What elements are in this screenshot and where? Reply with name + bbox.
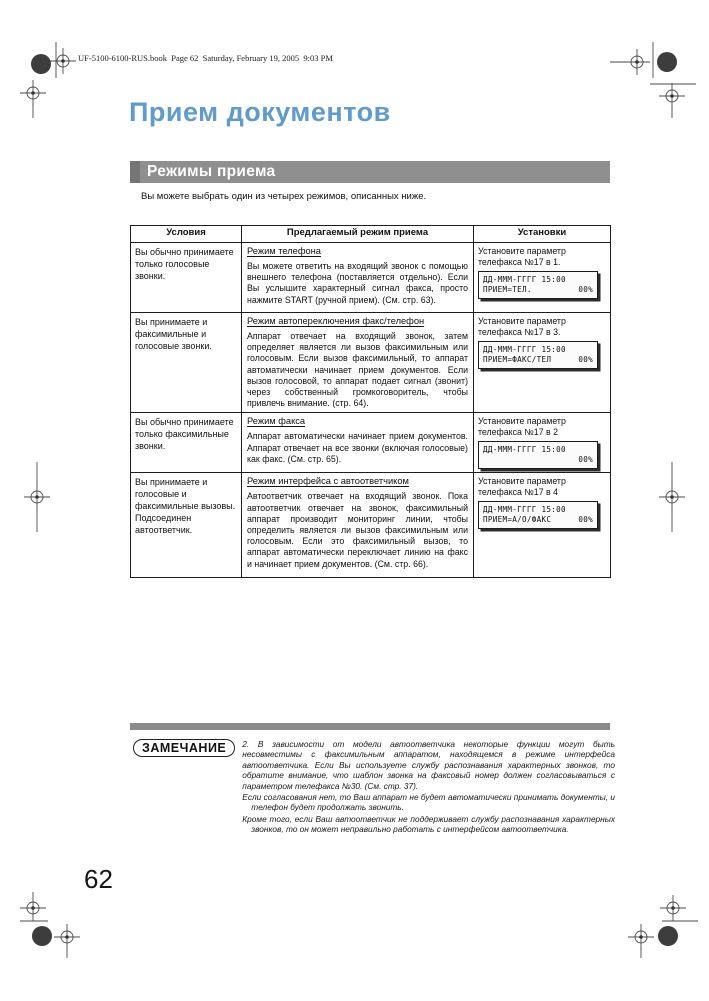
note-label: ЗАМЕЧАНИЕ — [133, 739, 235, 757]
mode-title: Режим телефона — [247, 246, 321, 256]
section-accent-block — [130, 161, 140, 183]
intro-text: Вы можете выбрать один из четырех режимов, описанных ниже. — [141, 191, 427, 202]
halftone-dot — [31, 54, 51, 74]
lcd-line2-right: 00% — [578, 355, 593, 364]
lcd-line2-left: ПРИЕМ=ФАКС/ТЕЛ — [483, 355, 552, 364]
condition-cell: Вы обычно принимаете только факсимильные звонки. — [131, 413, 242, 473]
section-header-bar — [130, 161, 610, 183]
lcd-line1: ДД-МММ-ГГГГ 15:00 — [483, 275, 566, 284]
reception-modes-table — [130, 225, 611, 578]
mode-description: Автоответчик отвечает на входящий звонок. Пока автоответчик отвечает на звонок, факсимильный аппарат производит мониторинг линии, чтобы определить является ли вызов факсимильным или голосовым. Если это факсимильный вызов, то аппарат автоматически переключает линию на факс и начинает прием документов. (См. стр. 66). — [247, 491, 468, 569]
note-paragraph: Если согласования нет, то Ваш аппарат не будет автоматически принимать документы, и телефон будет продолжать звонить. — [242, 792, 615, 813]
lcd-line2-left: ПРИЕМ=ТЕЛ. — [483, 285, 532, 294]
lcd-line2-right: 00% — [578, 455, 593, 465]
lcd-display — [478, 271, 598, 299]
lcd-line1: ДД-МММ-ГГГГ 15:00 — [483, 505, 566, 515]
note-text: В зависимости от модели автоответчика некоторые функции могут быть несовместимы с факсимильным аппаратом, находящемся в режиме интерфейса автоответчика. Если Вы используете службу распознавания характерных звонков, то обратите внимание, что шаблон звонка на факсовый номер должен согласовываться с параметром телефакса №30. (См. стр. 37). — [242, 739, 615, 791]
section-divider-bar — [130, 723, 610, 730]
col-header-conditions: Условия — [131, 226, 242, 243]
lcd-line2-right: 00% — [578, 285, 593, 294]
lcd-display — [478, 441, 598, 469]
table-row-answering-machine-mode — [131, 473, 611, 578]
note-paragraph — [242, 739, 615, 791]
table-row-telephone-mode — [131, 243, 611, 313]
note-section — [133, 739, 615, 836]
table-header-row — [131, 226, 611, 243]
lcd-line2-left: ПРИЕМ=А/О/ФАКС — [483, 515, 552, 525]
table-row-fax-tel-switch-mode — [131, 313, 611, 413]
mode-description: Аппарат автоматически начинает прием документов. Аппарат отвечает на все звонки (включая голосовые) как факс. (См. стр. 65). — [247, 431, 468, 464]
mode-cell — [242, 413, 474, 473]
condition-cell: Вы обычно принимаете только голосовые звонки. — [131, 243, 242, 313]
setting-instruction: Установите параметр телефакса №17 в 3. — [478, 316, 566, 337]
setting-instruction: Установите параметр телефакса №17 в 2 — [478, 416, 566, 438]
settings-cell — [474, 313, 611, 413]
mode-title: Режим факса — [247, 416, 306, 427]
page-number: 62 — [84, 864, 113, 894]
halftone-dot — [657, 52, 677, 72]
section-title: Режимы приема — [147, 163, 276, 180]
lcd-line2-right: 00% — [578, 515, 593, 525]
mode-description: Аппарат отвечает на входящий звонок, затем определяет является ли вызов факсимильным или голосовым. Если вызов факсимильный, то аппарат автоматически начинает прием документов. Если вызов голосовой, то аппарат подает сигнал (звонит) через собственный громкоговоритель, чтобы привлечь внимание. (стр. 64). — [247, 331, 468, 409]
settings-cell — [474, 473, 611, 578]
note-number: 2. — [242, 739, 250, 749]
halftone-dot — [658, 926, 678, 946]
mode-cell — [242, 473, 474, 578]
lcd-display — [478, 501, 598, 529]
mode-title: Режим автопереключения факс/телефон — [247, 316, 425, 326]
table-row-fax-mode — [131, 413, 611, 473]
lcd-line1: ДД-МММ-ГГГГ 15:00 — [483, 445, 566, 455]
page-title: Прием документов — [129, 97, 391, 127]
note-body — [242, 739, 615, 836]
setting-instruction: Установите параметр телефакса №17 в 4 — [478, 476, 566, 498]
note-paragraph: Кроме того, если Ваш автоответчик не поддерживает службу распознавания характерных звонков, то он может неправильно работать с интерфейсом автоответчика. — [242, 813, 615, 835]
condition-cell: Вы принимаете и голосовые и факсимильные вызовы. Подсоединен автоответчик. — [131, 473, 242, 578]
col-header-settings: Установки — [474, 226, 611, 243]
mode-cell — [242, 313, 474, 413]
setting-instruction: Установите параметр телефакса №17 в 1. — [478, 246, 566, 267]
mode-cell — [242, 243, 474, 313]
lcd-line1: ДД-МММ-ГГГГ 15:00 — [483, 345, 566, 354]
condition-cell: Вы принимаете и факсимильные и голосовые звонки. — [131, 313, 242, 413]
settings-cell — [474, 243, 611, 313]
settings-cell — [474, 413, 611, 473]
col-header-suggested-mode: Предлагаемый режим приема — [242, 226, 474, 243]
mode-title: Режим интерфейса с автоответчиком — [247, 476, 409, 487]
halftone-dot — [32, 926, 52, 946]
print-header-line: UF-5100-6100-RUS.book Page 62 Saturday, February 19, 2005 9:03 PM — [78, 53, 333, 63]
lcd-display — [478, 341, 598, 369]
mode-description: Вы можете ответить на входящий звонок с помощью внешнего телефона (поставляется отдельно). Если Вы услышите характерный сигнал факса, просто нажмите START (ручной прием). (См. стр. 63). — [247, 261, 468, 305]
